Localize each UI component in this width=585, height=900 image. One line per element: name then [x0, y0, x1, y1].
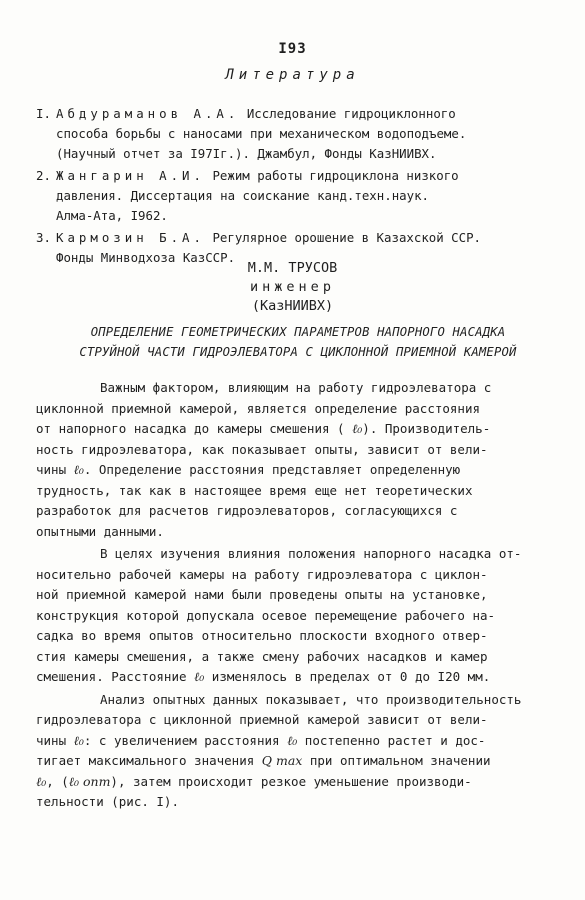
author-block	[0, 259, 585, 316]
paragraph-text: Анализ опытных данных показывает, что производительность гидроэлеватора с циклонной приемной камерой зависит от вели- чины	[36, 691, 522, 748]
paragraph-text: Важным фактором, влияющим на работу гидроэлеватора с циклонной приемной камерой, является определение расстояния от напорного насадка до камеры смешения (	[36, 380, 492, 436]
formula-symbol: ℓ₀	[352, 421, 363, 436]
paragraph-text: ), затем происходит резкое уменьшение производи- тельности (рис. I).	[36, 773, 472, 809]
reference-author: Кармозин Б.А.	[56, 230, 205, 245]
formula-symbol: ℓ₀	[73, 462, 84, 477]
author-name: М.М. ТРУСОВ	[247, 260, 338, 276]
reference-number: I.	[36, 106, 51, 121]
reference-number: 3.	[36, 230, 51, 245]
reference-text: Регулярное орошение в Казахской ССР. Фонды Минводхоза КазССР.	[56, 230, 481, 265]
reference-author: Абдураманов А.А.	[56, 106, 240, 121]
article-body	[36, 378, 566, 815]
paragraph-text: постепенно растет и дос- тигает максимального значения	[36, 732, 486, 768]
reference-text: Исследование гидроциклонного способа борьбы с наносами при механическом водоподъеме. (Научный отчет за I97Iг.). Джамбул, Фонды КазНИИВХ.	[56, 106, 467, 161]
formula-symbol: ℓ₀	[73, 732, 84, 748]
reference-item	[36, 166, 566, 226]
reference-item	[36, 104, 566, 164]
formula-symbol: ℓ₀	[36, 773, 47, 789]
paragraph-text: изменялось в пределах от 0 до I20 мм.	[204, 669, 491, 684]
page-number: I93	[278, 41, 307, 57]
reference-text: Режим работы гидроциклона низкого давления. Диссертация на соискание канд.техн.наук. Алма-Ата, I962.	[56, 168, 459, 223]
formula-symbol: ℓ₀ опт	[68, 773, 111, 789]
section-heading-literature: Литература	[225, 67, 360, 83]
paragraph-3	[36, 690, 566, 813]
paragraph-text: . Определение расстояния представляет определенную трудность, так как в настоящее время еще нет теоретических разработок для расчетов гидроэлеваторов, согласующихся с опытными данными.	[36, 462, 473, 539]
paragraph-text: при оптимальном значении	[309, 753, 491, 768]
paragraph-text: ). Производитель- ность гидроэлеватора, как показывает опыты, зависит от вели- чины	[36, 421, 491, 477]
reference-body	[56, 104, 566, 164]
author-affiliation: (КазНИИВХ)	[251, 298, 334, 314]
paragraph-2	[36, 544, 566, 688]
reference-author: Жангарин А.И.	[56, 168, 205, 183]
reference-list	[36, 104, 566, 270]
paragraph-text: , (	[46, 773, 69, 789]
formula-symbol: ℓ₀	[194, 669, 205, 684]
formula-symbol: ℓ₀	[287, 732, 298, 748]
formula-symbol: Q max	[261, 753, 303, 768]
paragraph-text: : с увеличением расстояния	[83, 732, 288, 748]
article-title: ОПРЕДЕЛЕНИЕ ГЕОМЕТРИЧЕСКИХ ПАРАМЕТРОВ НАПОРНОГО НАСАДКА СТРУЙНОЙ ЧАСТИ ГИДРОЭЛЕВАТОРА С ЦИКЛОННОЙ ПРИЕМНОЙ КАМЕРОЙ	[79, 325, 517, 359]
reference-number: 2.	[36, 168, 51, 183]
reference-body	[56, 166, 566, 226]
paragraph-1	[36, 378, 566, 542]
author-position: инженер	[250, 279, 335, 295]
paragraph-text: В целях изучения влияния положения напорного насадка от- носительно рабочей камеры на работу гидроэлеватора с циклон- ной приемной камерой нами были проведены опыты на установке, конструкция которой допускала осевое перемещение рабочего на- садка во время опытов относительно плоскости входного отвер- стия камеры смешения, а также смену рабочих насадков и камер смешения. Расстояние	[36, 546, 522, 684]
